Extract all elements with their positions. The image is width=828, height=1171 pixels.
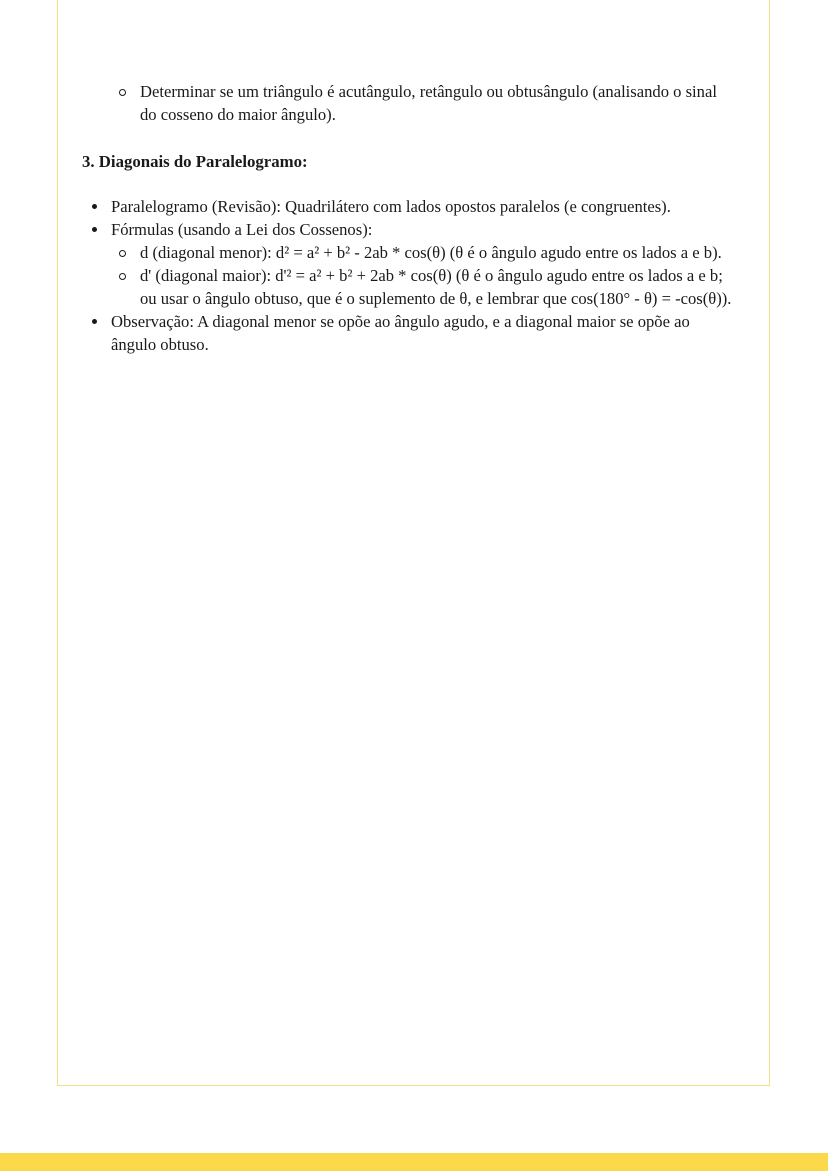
section-heading: 3. Diagonais do Paralelogramo: — [82, 152, 308, 171]
list-item: Determinar se um triângulo é acutângulo, retângulo ou obtusângulo (analisando o sinal do cosseno do maior ângulo). — [82, 80, 732, 126]
list-item-text: Paralelogramo (Revisão): Quadrilátero com lados opostos paralelos (e congruentes). — [111, 197, 671, 216]
footer-bar — [0, 1153, 828, 1171]
bullet-list — [82, 195, 732, 356]
list-item — [82, 310, 732, 356]
list-item — [82, 218, 732, 310]
list-item-text: Observação: A diagonal menor se opõe ao ângulo agudo, e a diagonal maior se opõe ao ângulo obtuso. — [111, 312, 690, 354]
document-content — [82, 80, 732, 356]
formula-sublist — [111, 241, 732, 310]
list-item — [82, 195, 732, 218]
sublist-item: d' (diagonal maior): d'² = a² + b² + 2ab * cos(θ) (θ é o ângulo agudo entre os lados a e b; ou usar o ângulo obtuso, que é o suplemento de θ, e lembrar que cos(180° - θ) = -cos(θ)). — [111, 264, 732, 310]
list-item-text: Fórmulas (usando a Lei dos Cossenos): — [111, 220, 373, 239]
continued-sublist — [82, 80, 732, 126]
sublist-item: d (diagonal menor): d² = a² + b² - 2ab * cos(θ) (θ é o ângulo agudo entre os lados a e b). — [111, 241, 732, 264]
